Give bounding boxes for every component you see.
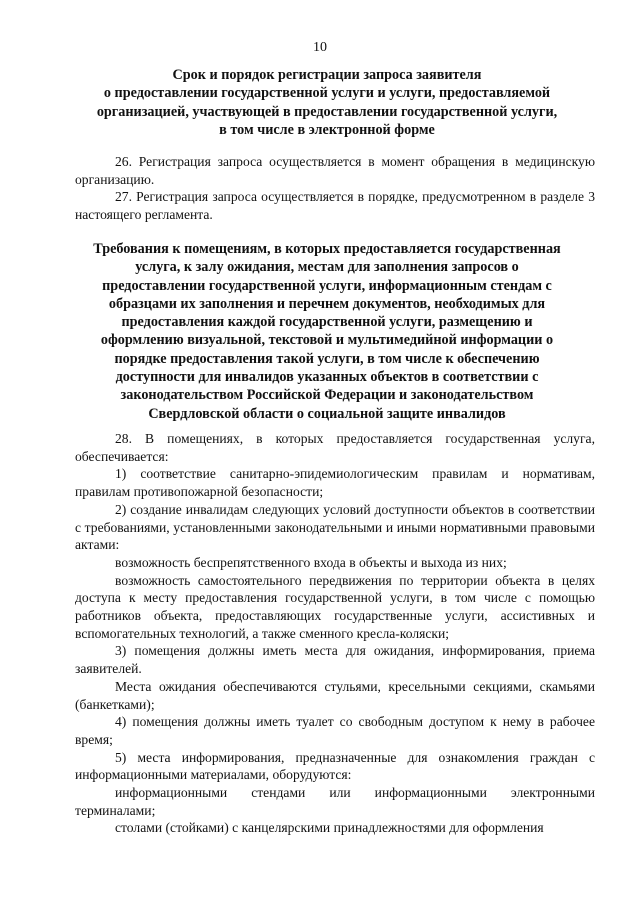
heading-line: оформлению визуальной, текстовой и мультимедийной информации о (100, 332, 554, 349)
heading-line: Срок и порядок регистрации запроса заявителя (172, 67, 482, 83)
paragraph-27: 27. Регистрация запроса осуществляется в порядке, предусмотренном в разделе 3 настоящего регламента. (75, 189, 595, 223)
section-body-premises (75, 430, 595, 837)
waiting-places-paragraph: Места ожидания обеспечиваются стульями, кресельными секциями, скамьями (банкетками); (75, 678, 595, 712)
heading-line: образцами их заполнения и перечнем документов, необходимых для (108, 295, 546, 312)
heading-line: порядке предоставления такой услуги, в том числе к обеспечению (114, 350, 540, 367)
list-item-1: 1) соответствие санитарно-эпидемиологическим правилам и нормативам, правилам противопожарной безопасности; (75, 466, 595, 500)
list-item-4: 4) помещения должны иметь туалет со свободным доступом к нему в рабочее время; (75, 714, 595, 747)
list-item-2: 2) создание инвалидам следующих условий доступности объектов в соответствии с требованиями, установленными законодательными и иными нормативными правовыми актами: (75, 501, 595, 553)
heading-line: предоставлении государственной услуги, информационным стендам с (102, 277, 552, 294)
sub-item-stands: информационными стендами или информационными электронными терминалами; (75, 785, 595, 818)
heading-line: доступности для инвалидов указанных объектов в соответствии с (115, 369, 539, 386)
paragraph-28: 28. В помещениях, в которых предоставляется государственная услуга, обеспечивается: (75, 431, 595, 464)
sub-item-movement: возможность самостоятельного передвижения по территории объекта в целях доступа к месту предоставления государственной услуги, в том числе с помощью работников объекта, предоставляющих государственные услуги, ассистивных и вспомогательных технологий, а также сменного кресла-коляски; (75, 572, 595, 641)
paragraph-26: 26. Регистрация запроса осуществляется в момент обращения в медицинскую организацию. (75, 154, 595, 187)
section-body-registration (75, 153, 595, 224)
heading-line: о предоставлении государственной услуги и услуги, предоставляемой (103, 85, 551, 102)
heading-line: Требования к помещениям, в которых предоставляется государственная (93, 241, 561, 257)
sub-item-entry: возможность беспрепятственного входа в объекты и выхода из них; (115, 554, 507, 570)
sub-item-tables: столами (стойками) с канцелярскими принадлежностями для оформления (115, 820, 544, 836)
heading-line: Свердловской области о социальной защите инвалидов (148, 405, 506, 422)
section-heading-premises (80, 240, 574, 423)
heading-line: в том числе в электронной форме (219, 121, 435, 138)
section-heading-registration (80, 66, 574, 139)
heading-line: законодательством Российской Федерации и законодательством (120, 387, 534, 404)
list-item-5: 5) места информирования, предназначенные для ознакомления граждан с информационными материалами, оборудуются: (75, 749, 595, 783)
heading-line: предоставления каждой государственной услуги, размещению и (121, 314, 533, 331)
page-number: 10 (313, 40, 327, 55)
list-item-3: 3) помещения должны иметь места для ожидания, информирования, приема заявителей. (75, 643, 595, 677)
heading-line: организацией, участвующей в предоставлении государственной услуги, (96, 103, 558, 120)
heading-line: услуга, к залу ожидания, местам для заполнения запросов о (135, 259, 519, 276)
